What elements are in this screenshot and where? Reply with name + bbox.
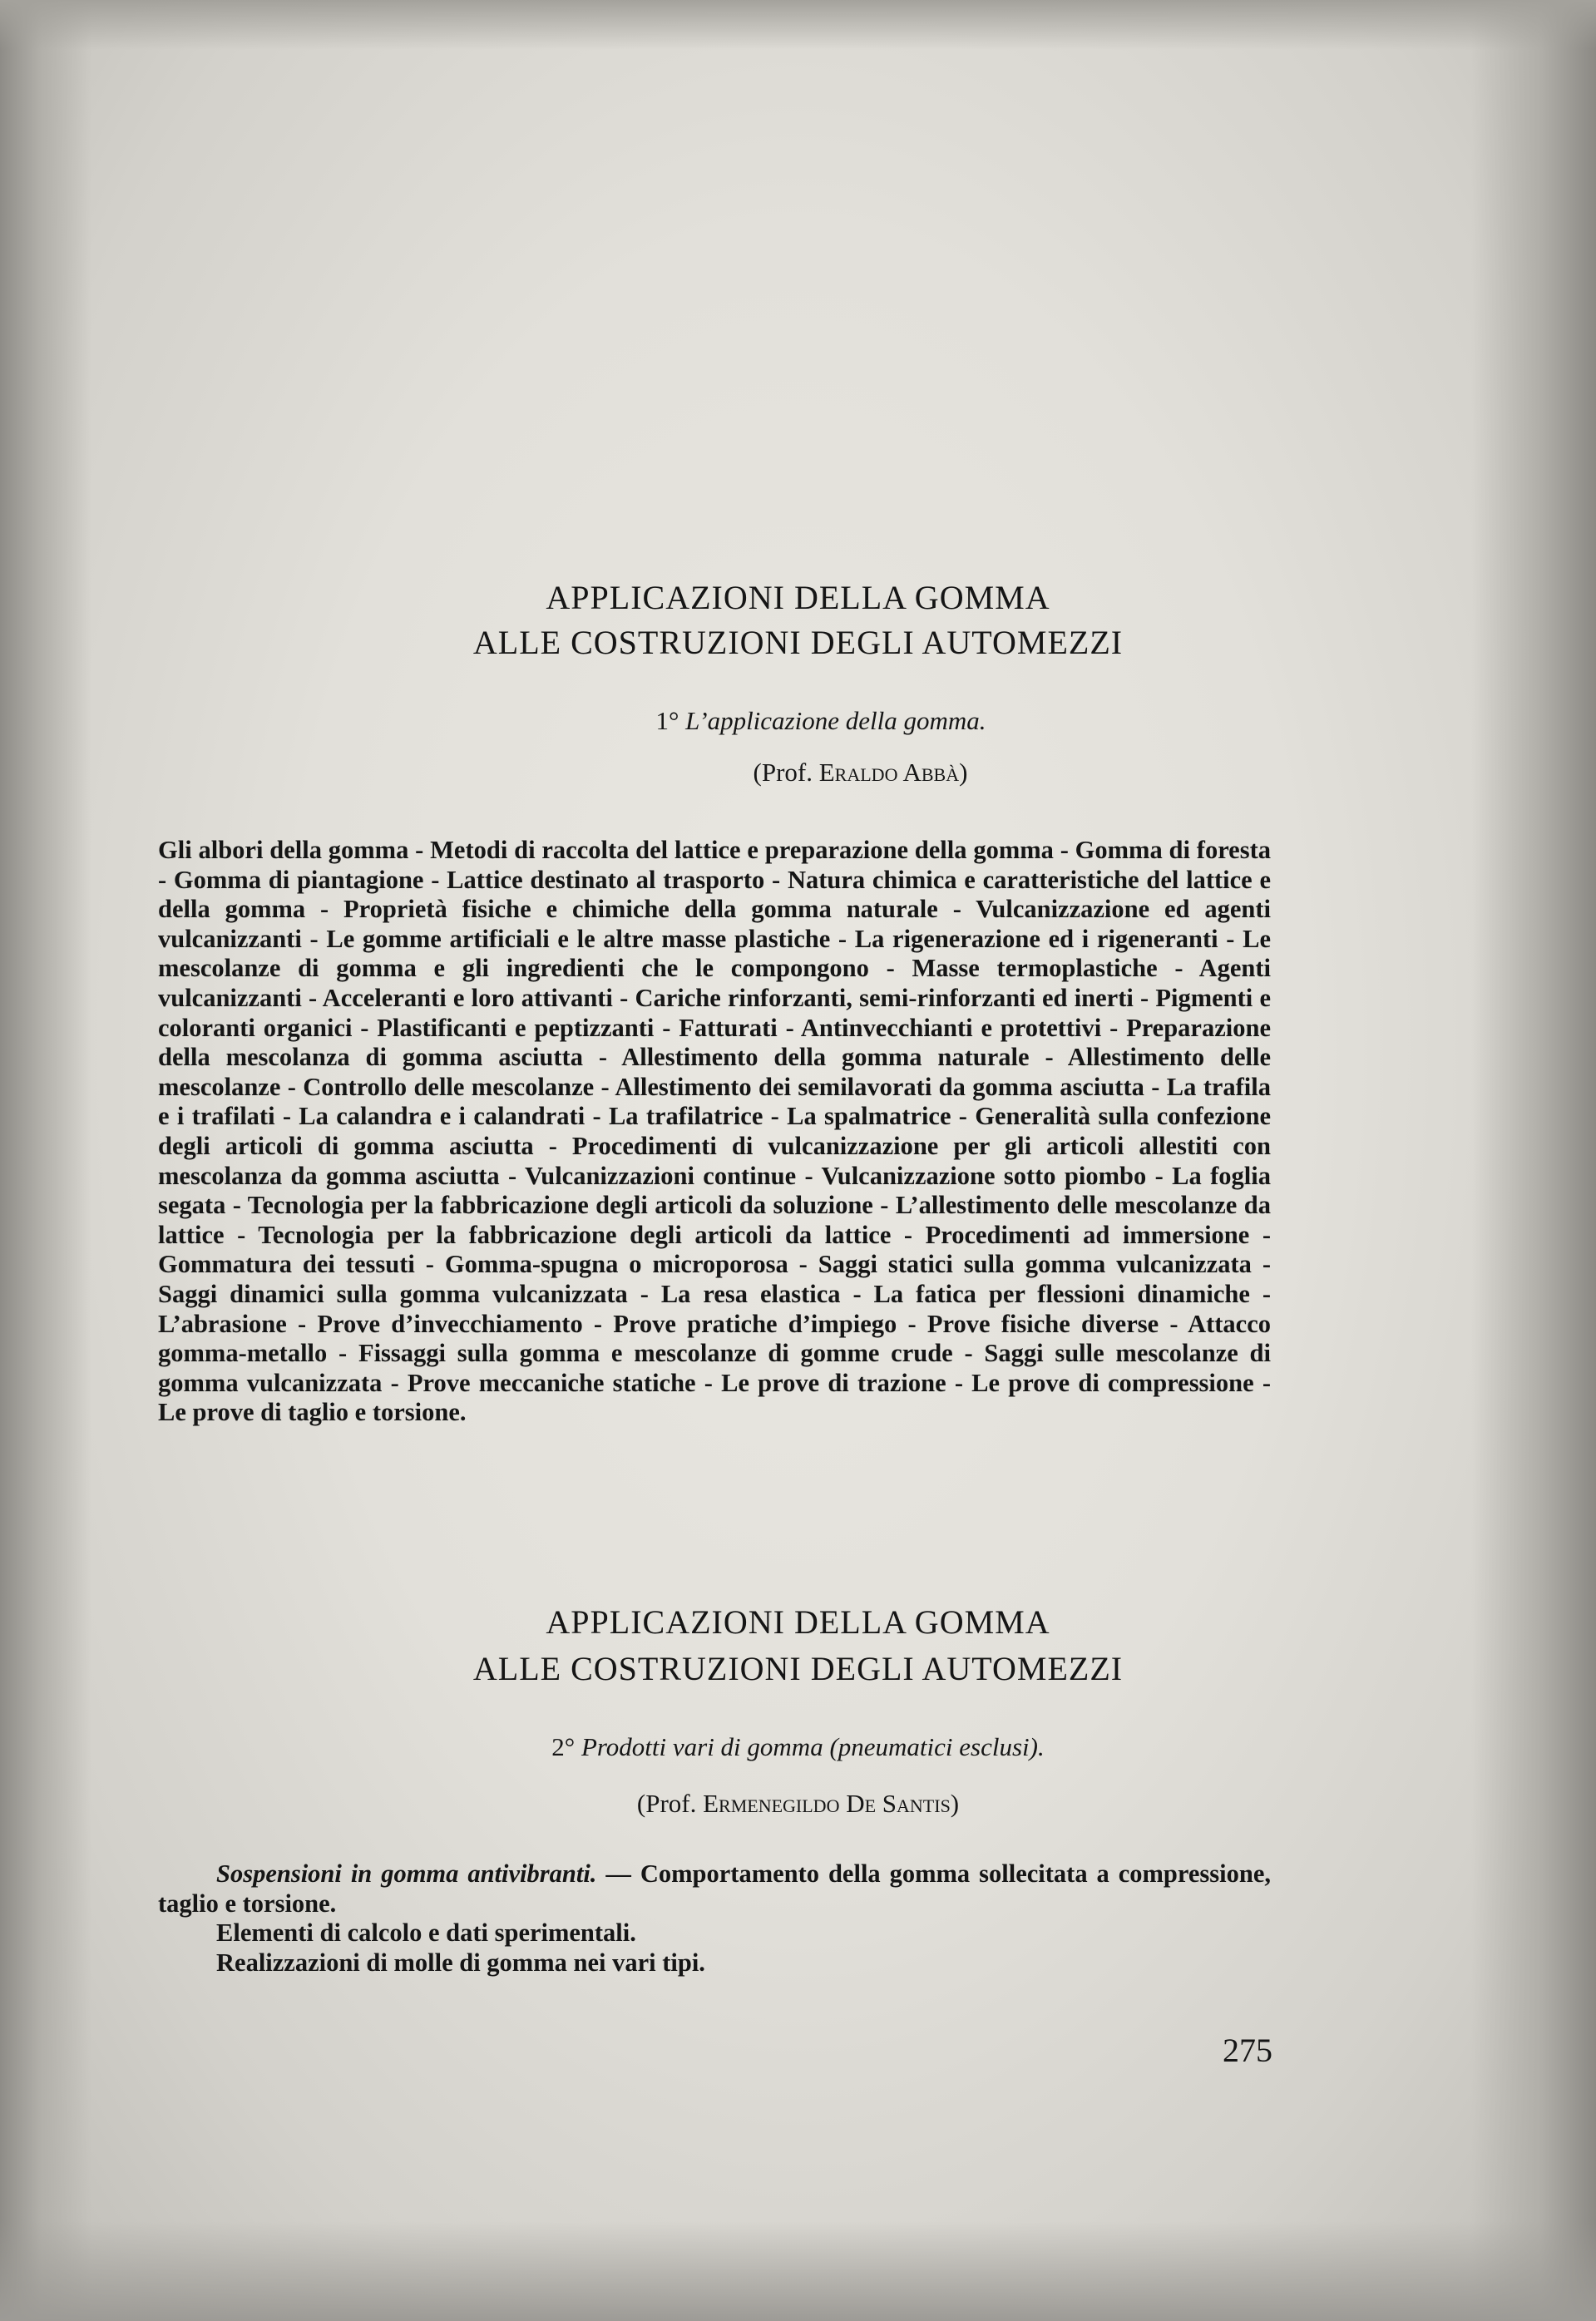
section2-author (0, 1787, 1596, 1820)
scan-shadow-left (0, 0, 91, 2321)
section1-subtitle (0, 704, 1596, 738)
section1-author-name: Eraldo Abbà) (818, 758, 968, 787)
scan-shadow-bottom (0, 2221, 1596, 2321)
section2-body (158, 1859, 1271, 1978)
section2-line-realizzazioni: Realizzazioni di molle di gomma nei vari tipi. (216, 1948, 705, 1977)
section2-line-elementi: Elementi di calcolo e dati sperimentali. (216, 1919, 636, 1948)
scan-shadow-top (0, 0, 1596, 50)
section2-author-name: Ermenegildo De Santis) (703, 1789, 960, 1818)
section2-subtitle-number: 2° (551, 1732, 576, 1761)
section1-author-prefix: (Prof. (753, 758, 813, 787)
section2-title-line2: ALLE COSTRUZIONI DEGLI AUTOMEZZI (472, 1650, 1124, 1687)
section1-author (0, 756, 1596, 789)
section2-lead-paragraph (158, 1859, 1271, 1919)
section2-author-prefix: (Prof. (636, 1789, 697, 1818)
scan-shadow-right (1471, 0, 1596, 2321)
section2-lead-italic: Sospensioni in gomma antivibranti. (216, 1859, 597, 1888)
section2-subtitle-text: Prodotti vari di gomma (pneumatici esclusi). (581, 1732, 1045, 1761)
section2-lead-rest: — Comportamento della gomma sollecitata a compressione, taglio e torsione. (158, 1859, 1271, 1918)
section1-subtitle-text: L’applicazione della gomma. (685, 706, 986, 735)
section2-subtitle (0, 1731, 1596, 1764)
section2-title-line1: APPLICAZIONI DELLA GOMMA (546, 1603, 1050, 1641)
section1-body: Gli albori della gomma - Metodi di raccolta del lattice e preparazione della gomma - Gomma di foresta - Gomma di piantagione - Lattice destinato al trasporto - Natura chimica e caratteristiche del lattice e della gomma - Proprietà fisiche e chimiche della gomma naturale - Vulcanizzazione ed agenti vulcanizzanti - Le gomme artificiali e le altre masse plastiche - La rigenerazione ed i rigeneranti - Le mescolanze di gomma e gli ingredienti che le compongono - Masse termoplastiche - Agenti vulcanizzanti - Acceleranti e loro attivanti - Cariche rinforzanti, semi-rinforzanti ed inerti - Pigmenti e coloranti organici - Plastificanti e peptizzanti - Fatturati - Antinvecchianti e protettivi - Preparazione della mescolanza di gomma asciutta - Allestimento della gomma naturale - Allestimento delle mescolanze - Controllo delle mescolanze - Allestimento dei semilavorati da gomma asciutta - La trafila e i trafilati - La calandra e i calandrati - La trafilatrice - La spalmatrice - Generalità sulla confezione degli articoli di gomma asciutta - Procedimenti di vulcanizzazione per gli articoli allestiti con mescolanza da gomma asciutta - Vulcanizzazioni continue - Vulcanizzazione sotto piombo - La foglia segata - Tecnologia per la fabbricazione degli articoli da soluzione - L’allestimento delle mescolanze da lattice - Tecnologia per la fabbricazione degli articoli da lattice - Procedimenti ad immersione - Gommatura dei tessuti - Gomma-spugna o microporosa - Saggi statici sulla gomma vulcanizzata - Saggi dinamici sulla gomma vulcanizzata - La resa elastica - La fatica per flessioni dinamiche - L’abrasione - Prove d’invecchiamento - Prove pratiche d’impiego - Prove fisiche diverse - Attacco gomma-metallo - Fissaggi sulla gomma e mescolanze di gomme crude - Saggi sulle mescolanze di gomma vulcanizzata - Prove meccaniche statiche - Le prove di trazione - Le prove di compressione - Le prove di taglio e torsione. (158, 836, 1271, 1427)
page-number: 275 (1223, 2032, 1272, 2069)
section1-subtitle-number: 1° (655, 706, 679, 735)
section1-title-line1: APPLICAZIONI DELLA GOMMA (546, 579, 1050, 616)
section1-title-line2: ALLE COSTRUZIONI DEGLI AUTOMEZZI (472, 624, 1124, 661)
